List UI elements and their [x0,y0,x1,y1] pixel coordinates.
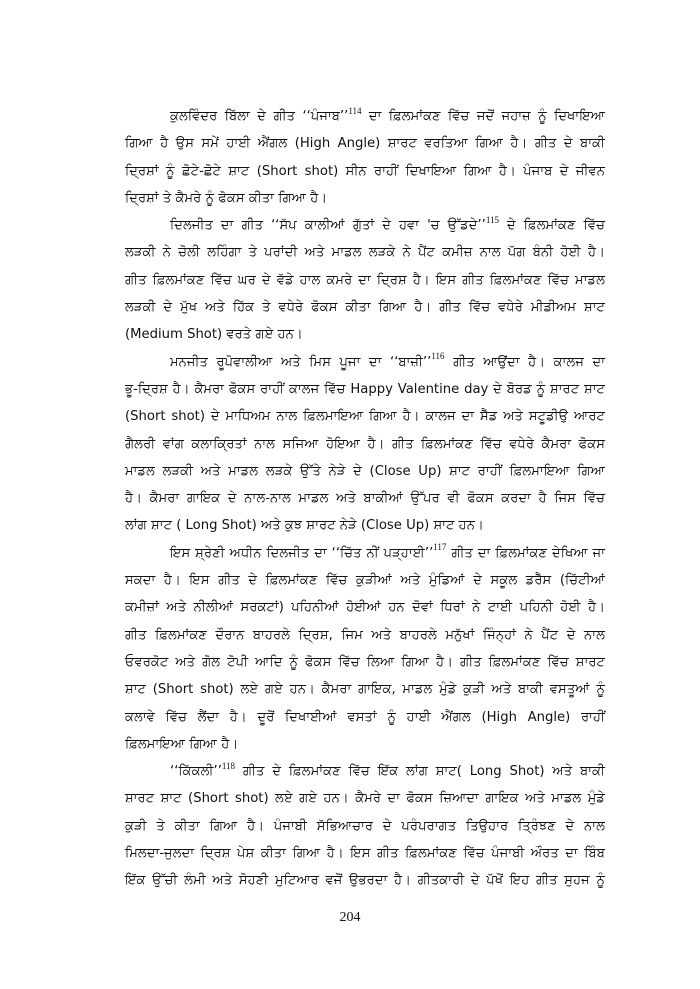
paragraph-4-line-7: ਕਲਾਵੇ ਵਿੱਚ ਲੈਂਦਾ ਹੈ। ਦੂਰੋਂ ਦਿਖਾਈਆਂ ਵਸਤਾਂ ਨੂੰ ਹਾਈ ਐਂਗਲ (High Angle) ਰਾਹੀਂ [125,709,605,725]
footnote-ref[interactable]: 115 [485,214,500,225]
paragraph-4-line-2: ਸਕਦਾ ਹੈ। ਇਸ ਗੀਤ ਦੇ ਫ਼ਿਲਮਾਂਕਣ ਵਿੱਚ ਕੁੜੀਆਂ ਅਤੇ ਮੁੰਡਿਆਂ ਦੇ ਸਕੂਲ ਡਰੈੱਸ (ਚਿੱਟੀਆਂ [125,573,605,589]
paragraph-5-line-5: ਇੱਕ ਉੱਚੀ ਲੰਮੀ ਅਤੇ ਸੋਹਣੀ ਮੁਟਿਆਰ ਵਜੋਂ ਉਭਰਦਾ ਹੈ। ਗੀਤਕਾਰੀ ਦੇ ਪੱਖੋਂ ਇਹ ਗੀਤ ਸੁਹਜ ਨੂੰ [125,873,605,889]
paragraph-1-line-4: ਦ੍ਰਿਸ਼ਾਂ ਤੇ ਕੈਮਰੇ ਨੂੰ ਫੋਕਸ ਕੀਤਾ ਗਿਆ ਹੈ। [125,190,328,206]
paragraph-5-line-3: ਕੁੜੀ ਤੇ ਕੀਤਾ ਗਿਆ ਹੈ। ਪੰਜਾਬੀ ਸੱਭਿਆਚਾਰ ਦੇ ਪਰੰਪਰਾਗਤ ਤਿਉਹਾਰ ਤ੍ਰਿੰਝਣ ਦੇ ਨਾਲ [125,818,605,834]
text-run: ਕੁਲਵਿੰਦਰ ਬਿੱਲਾ ਦੇ ਗੀਤ ‘‘ਪੰਜਾਬ’’ [170,109,349,124]
paragraph-4-line-1 [125,540,605,567]
body-text [125,103,605,895]
paragraph-3-line-6: ਹੈ। ਕੈਮਰਾ ਗਾਇਕ ਦੇ ਨਾਲ-ਨਾਲ ਮਾਡਲ ਅਤੇ ਬਾਕੀਆਂ ਉੱਪਰ ਵੀ ਫੋਕਸ ਕਰਦਾ ਹੈ ਜਿਸ ਵਿੱਚ [125,491,605,507]
paragraph-3-line-3: (Short shot) ਦੇ ਮਾਧਿਅਮ ਨਾਲ ਫ਼ਿਲਮਾਇਆ ਗਿਆ ਹੈ। ਕਾਲਜ ਦਾ ਸੈੱਡ ਅਤੇ ਸਟੂਡੀਉ ਆਰਟ [125,409,605,425]
text-run: ਦਿਲਜੀਤ ਦਾ ਗੀਤ ‘‘ਸੱਪ ਕਾਲੀਆਂ ਗੁੱਤਾਂ ਦੇ ਹਵਾ 'ਚ ਉੱਡਦੇ’’ [170,218,486,234]
text-run: ਮਨਜੀਤ ਰੂਪੋਵਾਲੀਆ ਅਤੇ ਮਿਸ ਪੂਜਾ ਦਾ ‘‘ਬਾਜ਼ੀ’’ [170,354,432,370]
footnote-ref[interactable]: 114 [348,105,362,116]
text-run: ਗੀਤ ਆਉਂਦਾ ਹੈ। ਕਾਲਜ ਦਾ [444,354,605,370]
paragraph-3-line-2: ਭੂ-ਦ੍ਰਿਸ਼ ਹੈ। ਕੈਮਰਾ ਫੋਕਸ ਰਾਹੀਂ ਕਾਲਜ ਵਿੱਚ Happy Valentine day ਦੇ ਬੋਰਡ ਨੂੰ ਸ਼ਾਰਟ ਸ਼ਾਟ [125,381,605,397]
paragraph-5-line-1 [125,758,605,785]
text-run: ਗੀਤ ਦਾ ਫ਼ਿਲਮਾਂਕਣ ਦੇਖਿਆ ਜਾ [446,545,606,561]
page-number: 204 [339,910,361,925]
paragraph-3-line-1 [125,349,605,376]
paragraph-2-line-4: ਲੜਕੀ ਦੇ ਮੁੱਖ ਅਤੇ ਹਿੱਕ ਤੇ ਵਧੇਰੇ ਫੋਕਸ ਕੀਤਾ ਗਿਆ ਹੈ। ਗੀਤ ਵਿੱਚ ਵਧੇਰੇ ਮੀਡੀਅਮ ਸ਼ਾਟ [125,300,605,316]
paragraph-4-line-8: ਫ਼ਿਲਮਾਇਆ ਗਿਆ ਹੈ। [125,736,239,752]
footnote-ref[interactable]: 117 [433,542,447,553]
paragraph-3-line-4: ਗੈਲਰੀ ਵਾਂਗ ਕਲਾਕ੍ਰਿਤਾਂ ਨਾਲ ਸਜਿਆ ਹੋਇਆ ਹੈ। ਗੀਤ ਫ਼ਿਲਮਾਂਕਣ ਵਿੱਚ ਵਧੇਰੇ ਕੈਮਰਾ ਫੋਕਸ [125,436,605,452]
paragraph-5-line-2: ਸ਼ਾਰਟ ਸ਼ਾਟ (Short shot) ਲਏ ਗਏ ਹਨ। ਕੈਮਰੇ ਦਾ ਫੋਕਸ ਜ਼ਿਆਦਾ ਗਾਇਕ ਅਤੇ ਮਾਡਲ ਮੁੰਡੇ [125,791,605,807]
paragraph-1-line-1 [125,103,605,130]
paragraph-2-line-1 [125,212,605,239]
paragraph-3-line-5: ਮਾਡਲ ਲੜਕੀ ਅਤੇ ਮਾਡਲ ਲੜਕੇ ਉੱਤੇ ਨੇੜੇ ਦੇ (Close Up) ਸ਼ਾਟ ਰਾਹੀਂ ਫ਼ਿਲਮਾਇਆ ਗਿਆ [125,463,605,479]
paragraph-2-line-3: ਗੀਤ ਫ਼ਿਲਮਾਂਕਣ ਵਿੱਚ ਘਰ ਦੇ ਵੱਡੇ ਹਾਲ ਕਮਰੇ ਦਾ ਦ੍ਰਿਸ਼ ਹੈ। ਇਸ ਗੀਤ ਫ਼ਿਲਮਾਂਕਣ ਵਿੱਚ ਮਾਡਲ [125,272,605,288]
footnote-ref[interactable]: 118 [221,760,236,771]
paragraph-2-line-2: ਲੜਕੀ ਨੇ ਚੋਲੀ ਲਹਿੰਗਾ ਤੇ ਪਰਾਂਦੀ ਅਤੇ ਮਾਡਲ ਲੜਕੇ ਨੇ ਪੈਂਟ ਕਮੀਜ਼ ਨਾਲ ਪੱਗ ਬੰਨੀ ਹੋਈ ਹੈ। [125,245,605,261]
paragraph-5-line-4: ਮਿਲਦਾ-ਜੁਲਦਾ ਦ੍ਰਿਸ਼ ਪੇਸ਼ ਕੀਤਾ ਗਿਆ ਹੈ। ਇਸ ਗੀਤ ਫ਼ਿਲਮਾਂਕਣ ਵਿੱਚ ਪੰਜਾਬੀ ਔਰਤ ਦਾ ਬਿੰਬ [125,846,605,862]
paragraph-2-line-5: (Medium Shot) ਵਰਤੇ ਗਏ ਹਨ। [125,327,303,343]
paragraph-1-line-2: ਗਿਆ ਹੈ ਉਸ ਸਮੇਂ ਹਾਈ ਐਂਗਲ (High Angle) ਸ਼ਾਰਟ ਵਰਤਿਆ ਗਿਆ ਹੈ। ਗੀਤ ਦੇ ਬਾਕੀ [125,136,605,152]
paragraph-4-line-6: ਸ਼ਾਟ (Short shot) ਲਏ ਗਏ ਹਨ। ਕੈਮਰਾ ਗਾਇਕ, ਮਾਡਲ ਮੁੰਡੇ ਕੁੜੀ ਅਤੇ ਬਾਕੀ ਵਸਤੂਆਂ ਨੂੰ [125,682,605,698]
paragraph-4-line-5: ਓਵਰਕੋਟ ਅਤੇ ਗੋਲ ਟੋਪੀ ਆਦਿ ਨੂੰ ਫੋਕਸ ਵਿੱਚ ਲਿਆ ਗਿਆ ਹੈ। ਗੀਤ ਫ਼ਿਲਮਾਂਕਣ ਵਿੱਚ ਸ਼ਾਰਟ [125,654,605,670]
paragraph-1-line-3: ਦ੍ਰਿਸ਼ਾਂ ਨੂੰ ਛੋਟੇ-ਛੋਟੇ ਸ਼ਾਟ (Short shot) ਸੀਨ ਰਾਹੀਂ ਦਿਖਾਇਆ ਗਿਆ ਹੈ। ਪੰਜਾਬ ਦੇ ਜੀਵਨ [125,163,605,179]
text-run: ਦੇ ਫ਼ਿਲਮਾਂਕਣ ਵਿੱਚ [499,218,606,234]
paragraph-4-line-3: ਕਮੀਜ਼ਾਂ ਅਤੇ ਨੀਲੀਆਂ ਸਰਕਟਾਂ) ਪਹਿਨੀਆਂ ਹੋਈਆਂ ਹਨ ਦੋਵਾਂ ਧਿਰਾਂ ਨੇ ਟਾਈ ਪਹਿਨੀ ਹੋਈ ਹੈ। [125,600,605,616]
paragraph-3-line-7: ਲਾਂਗ ਸ਼ਾਟ ( Long Shot) ਅਤੇ ਕੁਝ ਸ਼ਾਰਟ ਨੇੜੇ (Close Up) ਸ਼ਾਟ ਹਨ। [125,518,484,534]
text-run: ਇਸ ਸ਼੍ਰੇਣੀ ਅਧੀਨ ਦਿਲਜੀਤ ਦਾ ‘‘ਚਿੱਤ ਨੀਂ ਪੜ੍ਹਾਈ’’ [170,545,434,561]
text-run: ਗੀਤ ਦੇ ਫ਼ਿਲਮਾਂਕਣ ਵਿੱਚ ਇੱਕ ਲਾਂਗ ਸ਼ਾਟ( Long Shot) ਅਤੇ ਬਾਕੀ [235,764,605,780]
paragraph-4-line-4: ਗੀਤ ਫ਼ਿਲਮਾਂਕਣ ਦੌਰਾਨ ਬਾਹਰਲੇ ਦ੍ਰਿਸ਼, ਜਿਮ ਅਤੇ ਬਾਹਰਲੇ ਮਨੁੱਖਾਂ ਜਿੰਨ੍ਹਾਂ ਨੇ ਪੈਂਟ ਦੇ ਨਾਲ [125,627,605,643]
text-run: ਦਾ ਫ਼ਿਲਮਾਂਕਣ ਵਿੱਚ ਜਦੋਂ ਜਹਾਜ਼ ਨੂੰ ਦਿਖਾਇਆ [361,109,606,124]
footnote-ref[interactable]: 116 [431,351,445,362]
text-run: ‘‘ਕਿੱਕਲੀ’’ [170,764,222,780]
